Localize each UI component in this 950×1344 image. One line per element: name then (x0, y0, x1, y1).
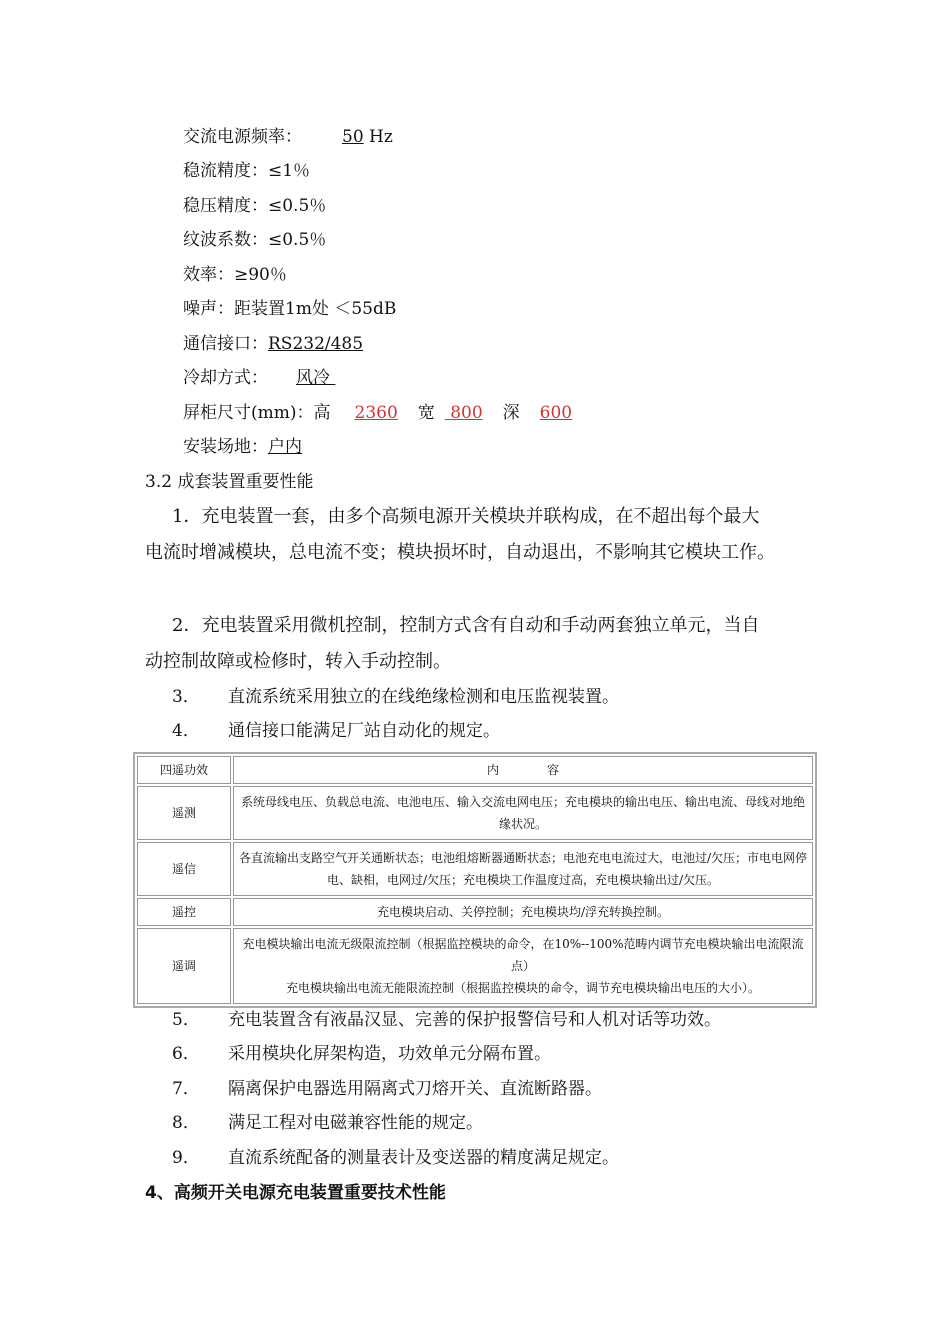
section-3-2-heading: 3.2 成套装置重要性能 (145, 472, 314, 492)
item-number: 7． (172, 1079, 200, 1099)
row-content: 各直流输出支路空气开关通断状态；电池组熔断器通断状态；电池充电电流过大，电池过/欠压；市电电网停电、缺相，电网过/欠压；充电模块工作温度过高，充电模块输出过/欠压。 (233, 842, 813, 896)
section-4-heading: 4、高频开关电源充电装置重要技术性能 (145, 1183, 446, 1203)
cabinet-width: 800 (450, 403, 483, 423)
row-content-cell (233, 928, 813, 1004)
table-row (137, 928, 813, 1004)
table-header-function: 四遥功效 (137, 756, 231, 784)
spec-cooling (183, 367, 335, 389)
item-4 (172, 720, 500, 742)
item-number: 4． (172, 721, 200, 741)
spec-value: RS232/485 (268, 334, 364, 354)
spec-noise: 噪声：距装置1m处 ＜55dB (183, 299, 397, 319)
spec-label: 屏柜尺寸(mm)：高 (183, 403, 331, 423)
item-1-line-2: 电流时增减模块，总电流不变；模块损坏时，自动退出，不影响其它模块工作。 (145, 542, 775, 563)
table-row (137, 842, 813, 896)
spec-efficiency: 效率：≥90％ (183, 265, 287, 285)
item-text: 充电装置含有液晶汉显、完善的保护报警信号和人机对话等功效。 (228, 1010, 721, 1030)
spec-label: 通信接口： (183, 334, 268, 354)
spec-value: 户内 (268, 437, 302, 457)
row-key: 遥调 (137, 928, 231, 1004)
row-key: 遥控 (137, 898, 231, 926)
item-2-line-1: 2．充电装置采用微机控制，控制方式含有自动和手动两套独立单元，当自 (172, 615, 760, 636)
row-key: 遥测 (137, 786, 231, 840)
item-text: 通信接口能满足厂站自动化的规定。 (228, 721, 500, 741)
table-row (137, 786, 813, 840)
spec-current-precision: 稳流精度：≤1％ (183, 161, 311, 181)
table-row (137, 898, 813, 926)
spec-ripple: 纹波系数：≤0.5％ (183, 230, 327, 250)
item-text: 直流系统采用独立的在线绝缘检测和电压监视装置。 (228, 687, 619, 707)
item-text: 隔离保护电器选用隔离式刀熔开关、直流断路器。 (228, 1079, 602, 1099)
item-number: 5． (172, 1010, 200, 1030)
item-8 (172, 1112, 483, 1134)
cabinet-height: 2360 (354, 403, 398, 423)
item-text: 满足工程对电磁兼容性能的规定。 (228, 1113, 483, 1133)
table-header-row (137, 756, 813, 784)
item-1-line-1: 1．充电装置一套，由多个高频电源开关模块并联构成，在不超出每个最大 (172, 506, 760, 527)
spec-site (183, 436, 302, 458)
cabinet-depth: 600 (539, 403, 573, 423)
item-5 (172, 1009, 721, 1031)
spec-comm (183, 333, 363, 355)
spec-value: 50 (342, 127, 364, 147)
item-number: 9． (172, 1148, 200, 1168)
row-key: 遥信 (137, 842, 231, 896)
item-number: 8． (172, 1113, 200, 1133)
item-text: 采用模块化屏架构造，功效单元分隔布置。 (228, 1044, 551, 1064)
width-label: 宽 (417, 403, 435, 423)
item-3 (172, 686, 619, 708)
spec-label: 交流电源频率： (183, 127, 302, 147)
spec-ac-frequency (183, 126, 393, 148)
four-remote-table (133, 752, 817, 1008)
row-content: 系统母线电压、负载总电流、电池电压、输入交流电网电压；充电模块的输出电压、输出电流、母线对地绝缘状况。 (233, 786, 813, 840)
spec-unit: Hz (369, 127, 393, 147)
spec-cabinet-size (183, 402, 572, 424)
item-text: 直流系统配备的测量表计及变送器的精度满足规定。 (228, 1148, 619, 1168)
item-9 (172, 1147, 619, 1169)
item-2-line-2: 动控制故障或检修时，转入手动控制。 (145, 651, 451, 672)
spec-voltage-precision: 稳压精度：≤0.5％ (183, 196, 327, 216)
row-content: 充电模块输出电流无级限流控制（根据监控模块的命令，在10%--100%范畴内调节充电模块输出电流限流点） (242, 937, 804, 973)
spec-value: 风冷 (296, 368, 330, 388)
row-content: 充电模块启动、关停控制；充电模块均/浮充转换控制。 (233, 898, 813, 926)
item-6 (172, 1043, 551, 1065)
item-number: 6． (172, 1044, 200, 1064)
depth-label: 深 (502, 403, 520, 423)
spec-label: 安装场地： (183, 437, 268, 457)
table-header-content: 内 容 (233, 756, 813, 784)
spec-label: 冷却方式： (183, 368, 268, 388)
item-number: 3． (172, 687, 200, 707)
row-content-extra: 充电模块输出电流无能限流控制（根据监控模块的命令，调节充电模块输出电压的大小）。 (285, 981, 760, 995)
item-7 (172, 1078, 602, 1100)
